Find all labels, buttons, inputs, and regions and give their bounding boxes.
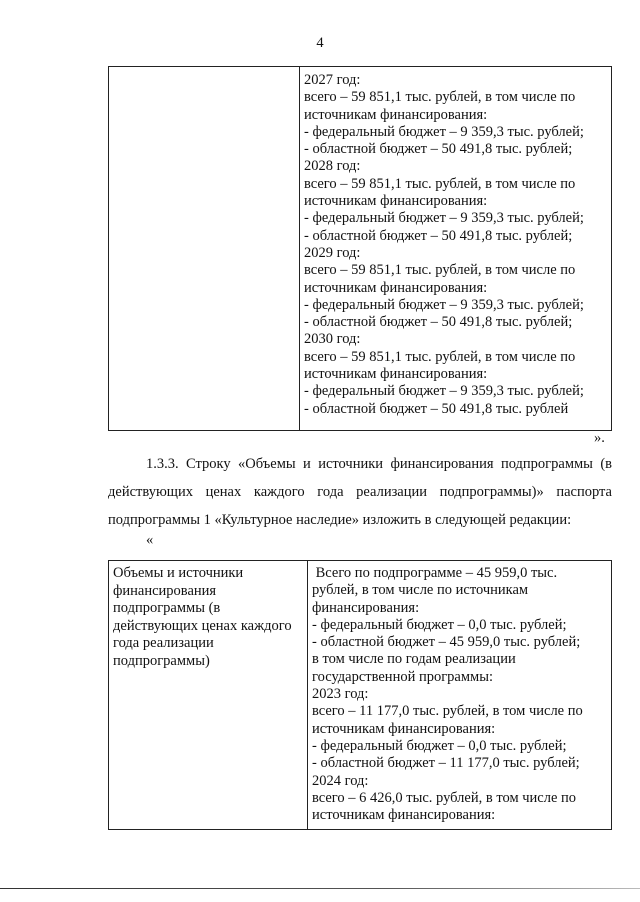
- table1-line: 2030 год:: [304, 331, 361, 348]
- table2-right-line: рублей, в том числе по источникам: [312, 582, 529, 599]
- table2-right-cell: [308, 561, 612, 830]
- table2-right-line: - федеральный бюджет – 0,0 тыс. рублей;: [312, 616, 567, 633]
- table1-line: - областной бюджет – 50 491,8 тыс. рублей;: [304, 227, 573, 244]
- table1-line: всего – 59 851,1 тыс. рублей, в том числе по: [304, 348, 576, 365]
- table2-left-cell: [109, 561, 308, 830]
- table2-right-line: финансирования:: [312, 599, 420, 616]
- table2-left-line: года реализации: [113, 635, 214, 652]
- table1-line: всего – 59 851,1 тыс. рублей, в том числе по: [304, 175, 576, 192]
- table1-line: - федеральный бюджет – 9 359,3 тыс. рублей;: [304, 383, 584, 400]
- table1-line: всего – 59 851,1 тыс. рублей, в том числе по: [304, 89, 576, 106]
- table2-left-line: подпрограммы): [113, 652, 210, 669]
- table2-right-line: источникам финансирования:: [312, 807, 496, 824]
- table1-left-cell: [109, 67, 300, 431]
- page-number: 4: [316, 35, 324, 51]
- table2-right-line: 2024 год:: [312, 772, 369, 789]
- table1-line: 2029 год:: [304, 244, 361, 261]
- scan-edge-line: [0, 888, 640, 889]
- table1-right-cell: [300, 67, 612, 431]
- table1-line: 2027 год:: [304, 72, 361, 88]
- table2-left-line: финансирования: [113, 582, 217, 599]
- table2-right-line: всего – 6 426,0 тыс. рублей, в том числе по: [312, 789, 577, 806]
- table2-left-line: подпрограммы (в: [113, 600, 221, 617]
- table1-line: - федеральный бюджет – 9 359,3 тыс. рублей;: [304, 210, 584, 227]
- opening-quote: «: [146, 532, 154, 548]
- table2-right-line: всего – 11 177,0 тыс. рублей, в том числе по: [312, 703, 583, 720]
- amendment-paragraph: [108, 450, 612, 534]
- table1-line: источникам финансирования:: [304, 106, 488, 123]
- table1-line: 2028 год:: [304, 158, 361, 175]
- table2-right-line: Всего по подпрограмме – 45 959,0 тыс.: [312, 565, 558, 581]
- paragraph-line: подпрограммы 1 «Культурное наследие» изложить в следующей редакции:: [108, 512, 572, 528]
- table2-right-line: - областной бюджет – 45 959,0 тыс. рублей;: [312, 634, 581, 651]
- table2-left-line: действующих ценах каждого: [113, 617, 292, 634]
- table2-left-line: Объемы и источники: [113, 565, 244, 581]
- table1-line: - федеральный бюджет – 9 359,3 тыс. рублей;: [304, 296, 584, 313]
- closing-quote: ».: [594, 430, 605, 446]
- table2-right-line: - областной бюджет – 11 177,0 тыс. рублей;: [312, 755, 580, 772]
- table1-line: - областной бюджет – 50 491,8 тыс. рублей;: [304, 314, 573, 331]
- table1-line: - областной бюджет – 50 491,8 тыс. рублей;: [304, 141, 573, 158]
- table2-right-line: 2023 год:: [312, 686, 369, 703]
- table1-line: - областной бюджет – 50 491,8 тыс. рублей: [304, 400, 569, 417]
- table1-line: источникам финансирования:: [304, 279, 488, 296]
- financing-table-continued: [108, 66, 612, 431]
- table2-right-line: в том числе по годам реализации: [312, 651, 516, 668]
- table1-line: - федеральный бюджет – 9 359,3 тыс. рублей;: [304, 123, 584, 140]
- table1-line: всего – 59 851,1 тыс. рублей, в том числе по: [304, 262, 576, 279]
- table2-right-line: государственной программы:: [312, 668, 493, 685]
- table2-right-line: источникам финансирования:: [312, 720, 496, 737]
- paragraph-line: действующих ценах каждого года реализации подпрограммы)» паспорта: [108, 484, 612, 500]
- table1-line: источникам финансирования:: [304, 366, 488, 383]
- financing-table-new: [108, 560, 612, 830]
- table1-line: источникам финансирования:: [304, 193, 488, 210]
- table2-right-line: - федеральный бюджет – 0,0 тыс. рублей;: [312, 737, 567, 754]
- paragraph-line: 1.3.3. Строку «Объемы и источники финансирования подпрограммы (в: [146, 456, 612, 472]
